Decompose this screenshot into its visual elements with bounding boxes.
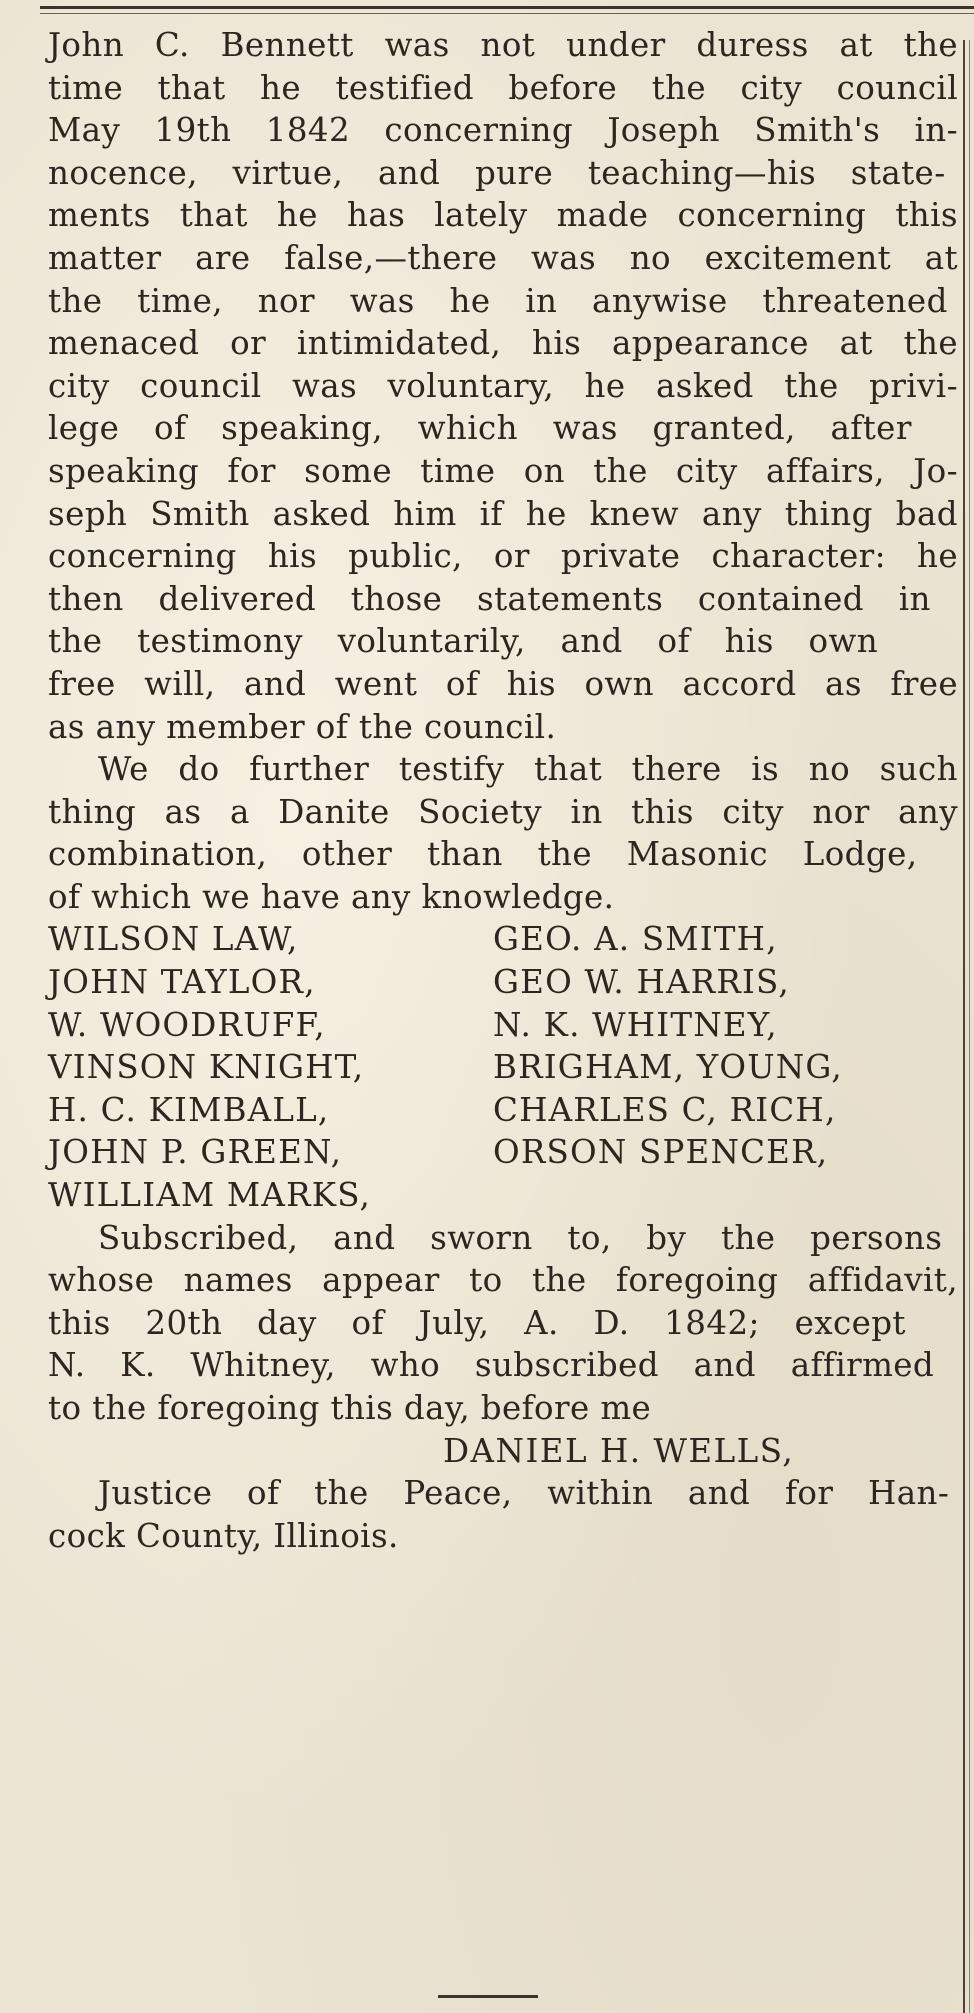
- officer-title: Justice of the Peace, within and for Han-: [98, 1474, 950, 1513]
- top-rule: [40, 6, 974, 9]
- affidavit-line: of which we have any knowledge.: [48, 877, 615, 916]
- affidavit-line: the testimony voluntarily, and of his own: [48, 622, 879, 661]
- column-rule-thin: [969, 40, 970, 2013]
- signer-name: CHARLES C, RICH,: [493, 1090, 837, 1129]
- signer-name: WILSON LAW,: [48, 920, 299, 959]
- affidavit-line: concerning his public, or private character: he: [48, 537, 958, 576]
- officer-name: DANIEL H. WELLS,: [443, 1431, 795, 1470]
- signer-name: [493, 1174, 958, 1217]
- jurat-line: this 20th day of July, A. D. 1842; except: [48, 1303, 906, 1342]
- affidavit-line: as any member of the council.: [48, 707, 557, 746]
- affidavit-line: ments that he has lately made concerning this: [48, 196, 958, 235]
- signature-row: [48, 1174, 958, 1217]
- affidavit-line: We do further testify that there is no such: [98, 750, 958, 789]
- affidavit-line: then delivered those statements contained in: [48, 579, 931, 618]
- signer-name: VINSON KNIGHT,: [48, 1048, 365, 1087]
- affidavit-line: city council was voluntary, he asked the privi-: [48, 366, 958, 405]
- top-rule-thin: [40, 13, 974, 14]
- signature-row: [48, 961, 958, 1004]
- signer-name: JOHN P. GREEN,: [48, 1133, 343, 1172]
- signer-name: ORSON SPENCER,: [493, 1133, 829, 1172]
- signature-row: [48, 1131, 958, 1174]
- signer-name: H. C. KIMBALL,: [48, 1090, 330, 1129]
- end-rule: [438, 1995, 538, 1998]
- signer-name: N. K. WHITNEY,: [493, 1005, 778, 1044]
- affidavit-line: the time, nor was he in anywise threatened: [48, 281, 948, 320]
- signature-row: [48, 1089, 958, 1132]
- affidavit-line: menaced or intimidated, his appearance at the: [48, 324, 959, 363]
- signature-row: [48, 918, 958, 961]
- signature-row: [48, 1046, 958, 1089]
- affidavit-line: nocence, virtue, and pure teaching—his state-: [48, 153, 946, 192]
- affidavit-line: John C. Bennett was not under duress at the: [48, 26, 959, 64]
- affidavit-line: matter are false,—there was no excitement at: [48, 238, 958, 277]
- affidavit-line: combination, other than the Masonic Lodge,: [48, 835, 918, 874]
- jurat-line: N. K. Whitney, who subscribed and affirmed: [48, 1346, 935, 1385]
- affidavit-line: free will, and went of his own accord as free: [48, 664, 959, 703]
- affidavit-line: lege of speaking, which was granted, after: [48, 409, 912, 448]
- affidavit-line: speaking for some time on the city affairs, Jo-: [48, 451, 959, 490]
- jurat-line: to the foregoing this day, before me: [48, 1389, 652, 1427]
- article-column: [48, 24, 958, 1557]
- signer-name: GEO. A. SMITH,: [493, 920, 778, 959]
- jurat-line: Subscribed, and sworn to, by the persons: [98, 1218, 943, 1257]
- signer-name: BRIGHAM, YOUNG,: [493, 1048, 843, 1087]
- affidavit-line: time that he testified before the city council: [48, 68, 959, 107]
- signer-name: GEO W. HARRIS,: [493, 963, 790, 1002]
- signer-name: W. WOODRUFF,: [48, 1005, 326, 1044]
- affidavit-line: seph Smith asked him if he knew any thing bad: [48, 494, 958, 533]
- signer-name: JOHN TAYLOR,: [48, 963, 316, 1002]
- jurat-line: whose names appear to the foregoing affidavit,: [48, 1261, 958, 1300]
- affidavit-line: May 19th 1842 concerning Joseph Smith's in-: [48, 111, 958, 150]
- affidavit-line: thing as a Danite Society in this city nor any: [48, 792, 959, 831]
- column-rule: [963, 40, 965, 2013]
- officer-title: cock County, Illinois.: [48, 1516, 399, 1555]
- signature-row: [48, 1004, 958, 1047]
- signer-name: WILLIAM MARKS,: [48, 1176, 372, 1215]
